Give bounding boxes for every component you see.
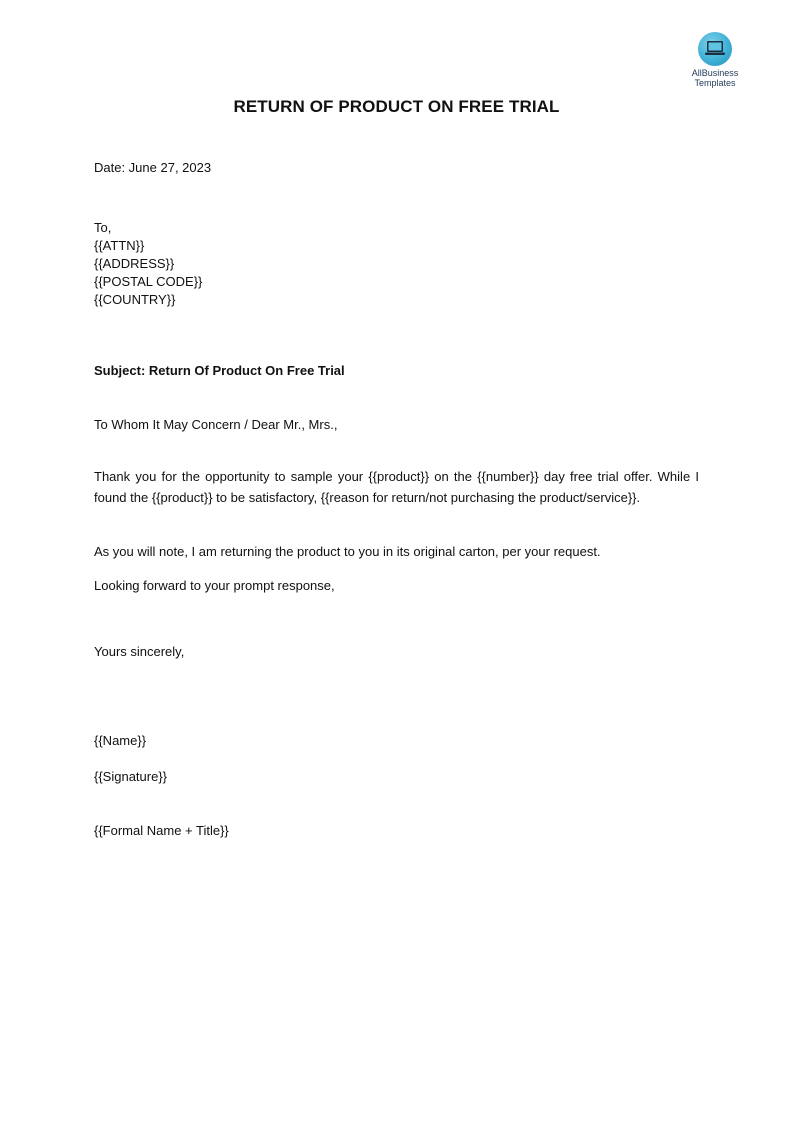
- body-paragraph-3: Looking forward to your prompt response,: [94, 578, 335, 593]
- salutation: To Whom It May Concern / Dear Mr., Mrs.,: [94, 417, 338, 432]
- body-paragraph-1: Thank you for the opportunity to sample your {{product}} on the {{number}} day free trial offer. While I found the {{product}} to be satisfactory, {{reason for return/not purchasing the product/service}}.: [94, 469, 699, 505]
- formal-name-title: {{Formal Name + Title}}: [94, 823, 229, 838]
- logo-text-line1: AllBusiness: [691, 68, 739, 78]
- date-line: Date: June 27, 2023: [94, 160, 212, 175]
- logo-text: [682, 68, 748, 88]
- logo-text-line2: Templates: [694, 78, 736, 88]
- allbusiness-templates-logo: [682, 32, 748, 88]
- body-paragraph-2: As you will note, I am returning the product to you in its original carton, per your request.: [94, 544, 601, 559]
- document-title: RETURN OF PRODUCT ON FREE TRIAL: [233, 97, 560, 116]
- address-postal-code: {{POSTAL CODE}}: [94, 274, 203, 289]
- address-country: {{COUNTRY}}: [94, 292, 176, 307]
- closing: Yours sincerely,: [94, 644, 185, 659]
- address-to: To,: [94, 220, 112, 235]
- subject-line: Subject: Return Of Product On Free Trial: [94, 363, 345, 378]
- address-attn: {{ATTN}}: [94, 238, 145, 253]
- address-street: {{ADDRESS}}: [94, 256, 175, 271]
- signer-name: {{Name}}: [94, 733, 147, 748]
- signature-placeholder: {{Signature}}: [94, 769, 168, 784]
- laptop-icon: [698, 32, 732, 66]
